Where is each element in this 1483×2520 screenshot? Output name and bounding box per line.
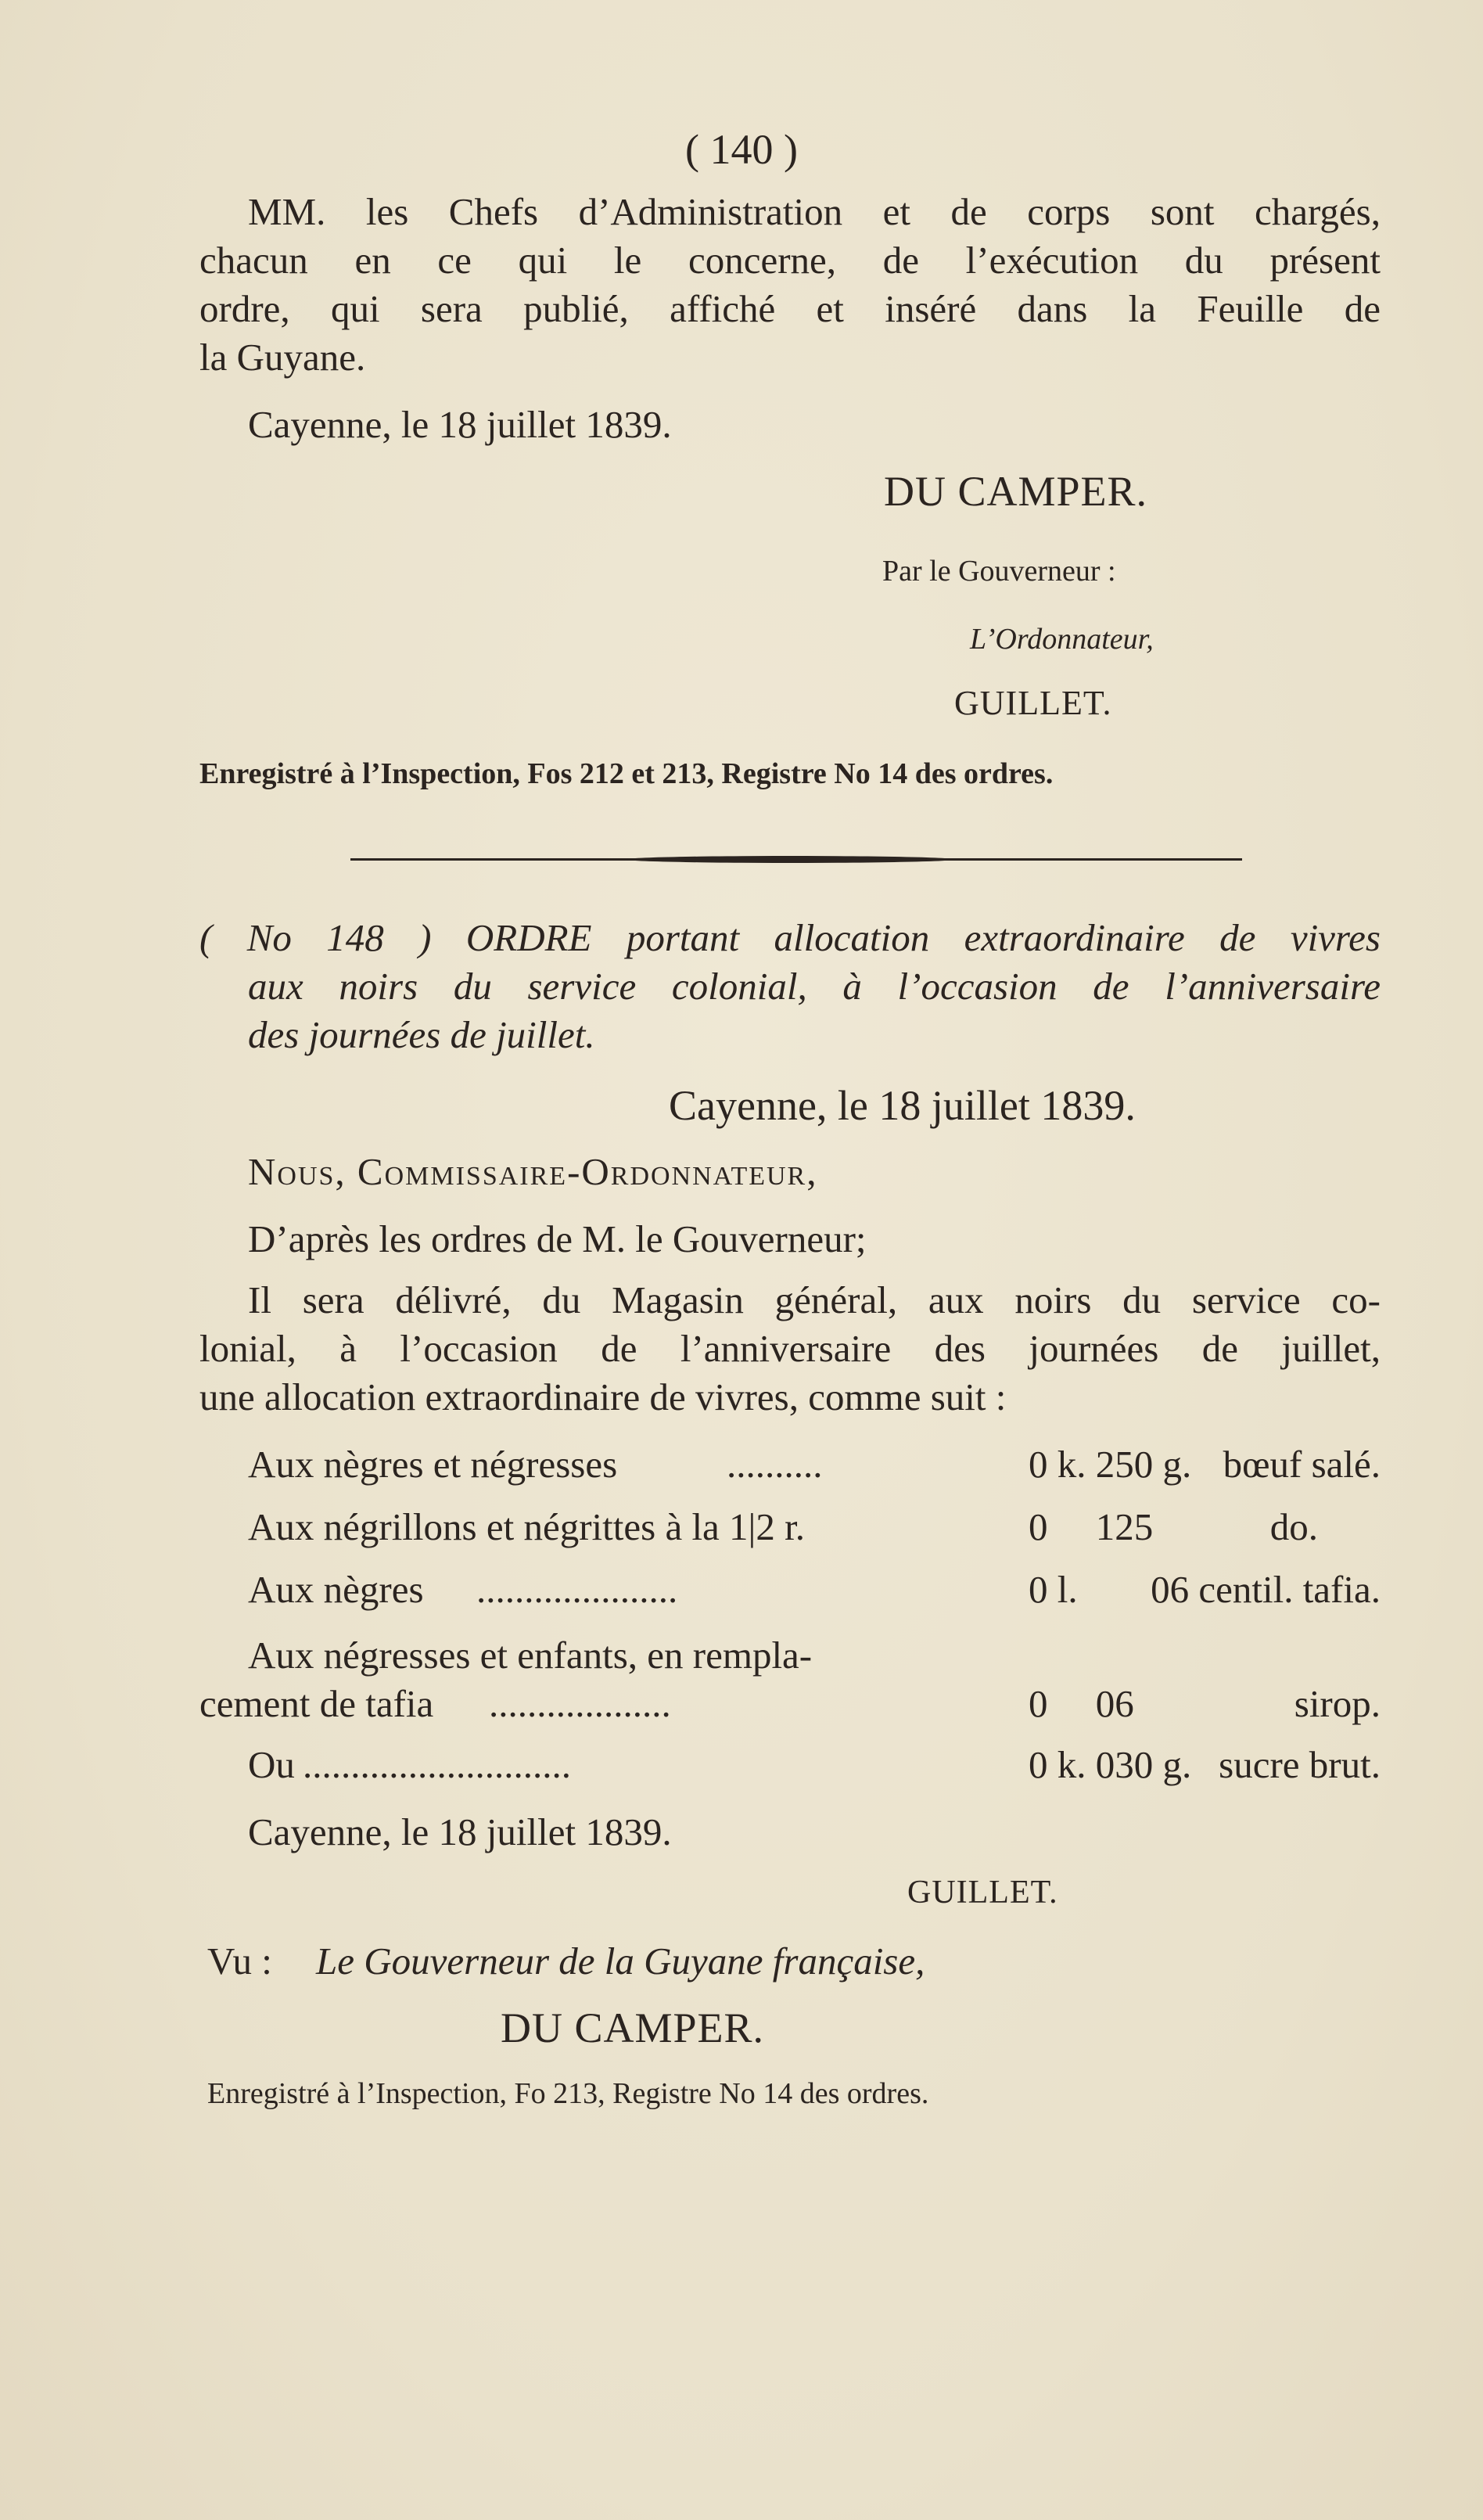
- allocation-label: Ou: [248, 1743, 295, 1786]
- allocation-row: [248, 1441, 1381, 1488]
- page-number: ( 140 ): [685, 126, 798, 173]
- date-line: Cayenne, le 18 juillet 1839.: [248, 1810, 672, 1853]
- allocation-item: sucre brut.: [1219, 1743, 1381, 1786]
- par-le-gouverneur: Par le Gouverneur :: [882, 555, 1116, 588]
- paragraph-line: Il sera délivré, du Magasin général, aux noirs du service co-: [248, 1278, 1381, 1321]
- allocation-row: [248, 1504, 1381, 1551]
- allocation-item: bœuf salé.: [1223, 1443, 1381, 1486]
- allocation-item: 06 centil. tafia.: [1151, 1568, 1381, 1611]
- ordonnateur-title: L’Ordonnateur,: [970, 623, 1154, 656]
- paragraph-line: lonial, à l’occasion de l’anniversaire des journées de juillet,: [199, 1327, 1381, 1370]
- date-line: Cayenne, le 18 juillet 1839.: [248, 403, 672, 446]
- order-heading-line: aux noirs du service colonial, à l’occasion de l’anniversaire: [248, 965, 1381, 1008]
- allocation-qty: 0 06: [1029, 1682, 1134, 1725]
- registration-note: Enregistré à l’Inspection, Fo 213, Registre No 14 des ordres.: [207, 2077, 929, 2110]
- paragraph-line: ordre, qui sera publié, affiché et inséré dans la Feuille de: [199, 287, 1381, 330]
- allocation-dots: ............................: [303, 1743, 571, 1786]
- allocation-qty: 0 k. 250 g.: [1029, 1443, 1192, 1486]
- allocation-item: sirop.: [1294, 1682, 1381, 1725]
- nous-commissaire: Nous, Commissaire-Ordonnateur,: [248, 1150, 818, 1193]
- signature-guillet: GUILLET.: [954, 684, 1112, 722]
- paragraph-line: chacun en ce qui le concerne, de l’exécution du présent: [199, 239, 1381, 282]
- allocation-row: [248, 1632, 1381, 1679]
- paragraph-line: MM. les Chefs d’Administration et de corps sont chargés,: [248, 190, 1381, 233]
- allocation-row: [248, 1566, 1381, 1613]
- signature-du-camper: DU CAMPER.: [884, 468, 1148, 515]
- allocation-dots: ...................: [489, 1682, 671, 1725]
- allocation-qty: 0 k. 030 g.: [1029, 1743, 1192, 1786]
- allocation-dots: ..........: [727, 1443, 823, 1486]
- allocation-label: Aux négrillons et négrittes à la 1|2 r.: [248, 1505, 805, 1548]
- signature-guillet: GUILLET.: [907, 1875, 1058, 1911]
- vu-gouverneur-title: Le Gouverneur de la Guyane française,: [316, 1939, 925, 1983]
- allocation-item: do.: [1269, 1505, 1318, 1548]
- registration-note: Enregistré à l’Inspection, Fos 212 et 213, Registre No 14 des ordres.: [199, 757, 1054, 790]
- allocation-qty: 0 125: [1029, 1505, 1154, 1548]
- dapres-line: D’après les ordres de M. le Gouverneur;: [248, 1217, 867, 1260]
- allocation-dots: .....................: [476, 1568, 678, 1611]
- order-heading-line: des journées de juillet.: [248, 1013, 595, 1056]
- order-date: Cayenne, le 18 juillet 1839.: [669, 1082, 1136, 1129]
- allocation-label: Aux nègres: [248, 1568, 424, 1611]
- allocation-label: Aux nègres et négresses: [248, 1443, 618, 1486]
- order-heading-line: ( No 148 ) ORDRE portant allocation extraordinaire de vivres: [199, 916, 1381, 959]
- vu-label: Vu :: [207, 1939, 272, 1983]
- allocation-row: [199, 1681, 1381, 1727]
- allocation-row: [248, 1742, 1381, 1788]
- allocation-label: cement de tafia: [199, 1682, 434, 1725]
- signature-du-camper: DU CAMPER.: [501, 2004, 765, 2051]
- divider-rule-center: [626, 856, 954, 863]
- allocation-label: Aux négresses et enfants, en rempla-: [248, 1634, 813, 1677]
- paragraph-line: une allocation extraordinaire de vivres, comme suit :: [199, 1375, 1007, 1418]
- allocation-qty: 0 l.: [1029, 1568, 1078, 1611]
- paragraph-line: la Guyane.: [199, 336, 366, 379]
